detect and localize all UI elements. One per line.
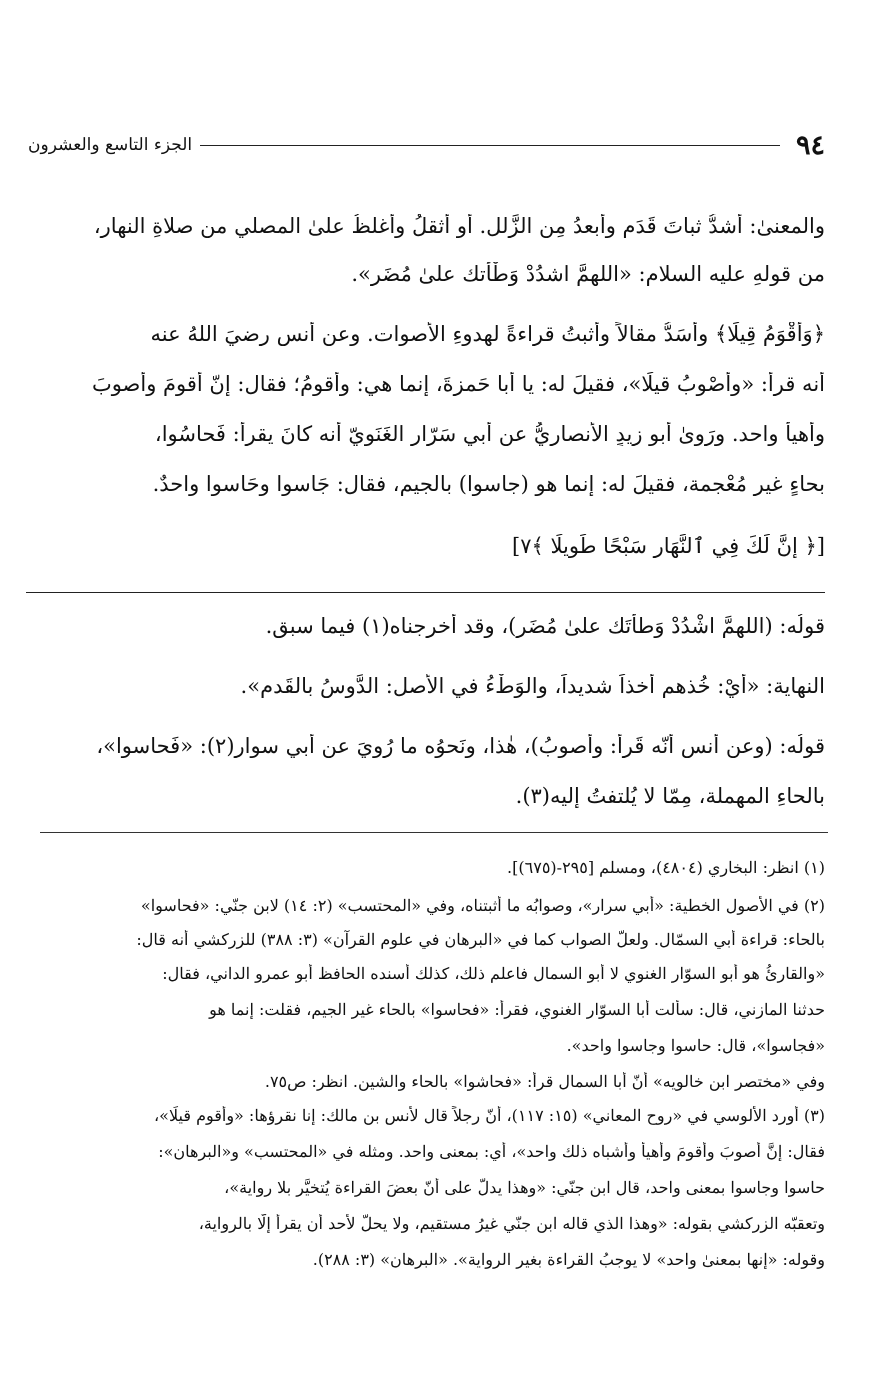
- body-line: أنه قرأ: «وأَصْوبُ قيلًا»، فقيلَ له: يا أبا حَمزةَ، إنما هي: وأقومُ؛ فقال: إنّ أقومَ وأصوبَ: [91, 372, 825, 396]
- footnote-line: (٣) أورد الألوسي في «روح المعاني» (١٥: ١١٧)، أنّ رجلاً قال لأنس بن مالك: إنا نقرؤها: «وأقوم قيلًا»،: [154, 1106, 825, 1125]
- footnote-line: (٢) في الأصول الخطية: «أبي سرار»، وصوابُه ما أثبتناه، وفي «المحتسب» (٢: ١٤) لابن جنّي: «فحاسوا»: [140, 896, 825, 915]
- footnote-line: (١) انظر: البخاري (٤٨٠٤)، ومسلم [٢٩٥-(٦٧٥)].: [507, 858, 825, 877]
- body-line: وأهيأَ واحد. ورَوىٰ أبو زيدٍ الأنصاريُّ عن أبي سَرّارٍ الغَنَويّ أنه كانَ يقرأ: فَحاسُوا،: [154, 422, 825, 446]
- footnote-line: بالحاء: قراءة أبي السمّال. ولعلّ الصواب كما في «البرهان في علوم القرآن» (٣: ٣٨٨) للزركشي أنه قال:: [136, 930, 825, 949]
- footnote-line: حاسوا وجاسوا بمعنى واحد، قال ابن جنّي: «وهذا يدلّ على أنّ بعضَ القراءة يُتخيَّر بلا رواية»،: [224, 1178, 825, 1197]
- commentary-line: بالحاءِ المهملة، مِمّا لا يُلتفتُ إليه(٣).: [515, 784, 825, 808]
- body-line: والمعنىٰ: أشدُّ ثباتَ قَدَمٍ وأبعدُ مِن الزَّلل. أو أثقلُ وأغلظُ علىٰ المصلي من صلاةِ النهار،: [93, 214, 825, 238]
- footnote-line: فقال: إنَّ أصوبَ وأقومَ وأهيأَ وأشباه ذلك واحد»، أي: بمعنى واحد. ومثله في «المحتسب» و«البرهان»:: [158, 1142, 825, 1161]
- footnote-line: وقوله: «إنها بمعنىٰ واحد» لا يوجبُ القراءة بغير الرواية». «البرهان» (٣: ٢٨٨).: [312, 1250, 825, 1269]
- commentary-line: قولُه: (وعن أنسٍ أنّه قَرأَ: وأَصوبُ)، هٰذا، ونَحوُه ما رُوِيَ عن أبي سوار(٢): «فَحاسوا»،: [96, 734, 825, 758]
- part-title: الجزء التاسع والعشرون: [28, 135, 193, 155]
- page-number: ٩٤: [795, 129, 825, 161]
- footnote-divider: [40, 832, 828, 833]
- section-divider: [26, 592, 825, 593]
- footnote-line: وفي «مختصر ابن خالويه» أنّ أبا السمال قرأ: «فحاشوا» بالحاء والشين. انظر: ص٧٥.: [264, 1072, 825, 1091]
- verse-line: [﴿ إِنَّ لَكَ فِي ٱلنَّهَارِ سَبْحًا طَوِيلًا ﴾٧]: [512, 534, 825, 558]
- footnote-line: حدثنا المازني، قال: سألت أبا السوّار الغنوي، فقرأ: «فحاسوا» بالحاء غير الجيم، فقلت: إنما هو: [209, 1000, 825, 1019]
- body-line: بحاءٍ غيرِ مُعْجمة، فقيلَ له: إنما هو (جاسوا) بالجيم، فقال: جَاسوا وحَاسوا واحدٌ.: [152, 472, 825, 496]
- footnote-line: «والقارئُ هو أبو السوّار الغنوي لا أبو السمال فاعلم ذلك، كذلك أسنده الحافظ أبو عمرو الداني، فقال:: [162, 964, 825, 983]
- body-line: من قولهِ عليه السلام: «اللهمَّ اشدُدْ وَطْأَتك علىٰ مُضَر».: [351, 262, 825, 286]
- footnote-line: وتعقبّه الزركشي بقوله: «وهذا الذي قاله ابن جنّي غيرُ مستقيم، ولا يحلّ لأحد أن يقرأ إلّا بالرواية،: [198, 1214, 825, 1233]
- body-line: ﴿وَأَقْوَمُ قِيلًا﴾ وأَسَدُّ مقالاً وأثبتُ قراءةً لهدوءِ الأصوات. وعن أنسٍ رضيَ اللهُ عنه: [150, 322, 825, 346]
- commentary-line: قولُه: (اللهمَّ اشْدُدْ وَطأتَك علىٰ مُضَر)، وقد أخرجناه(١) فيما سبق.: [265, 614, 825, 638]
- commentary-line: النهاية: «أَيْ: خُذهم أَخذاً شديداً، والوَطْءُ في الأصلِ: الدَّوسُ بالقَدم».: [240, 674, 825, 698]
- footnote-line: «فجاسوا»، قال: حاسوا وجاسوا واحد».: [566, 1036, 825, 1055]
